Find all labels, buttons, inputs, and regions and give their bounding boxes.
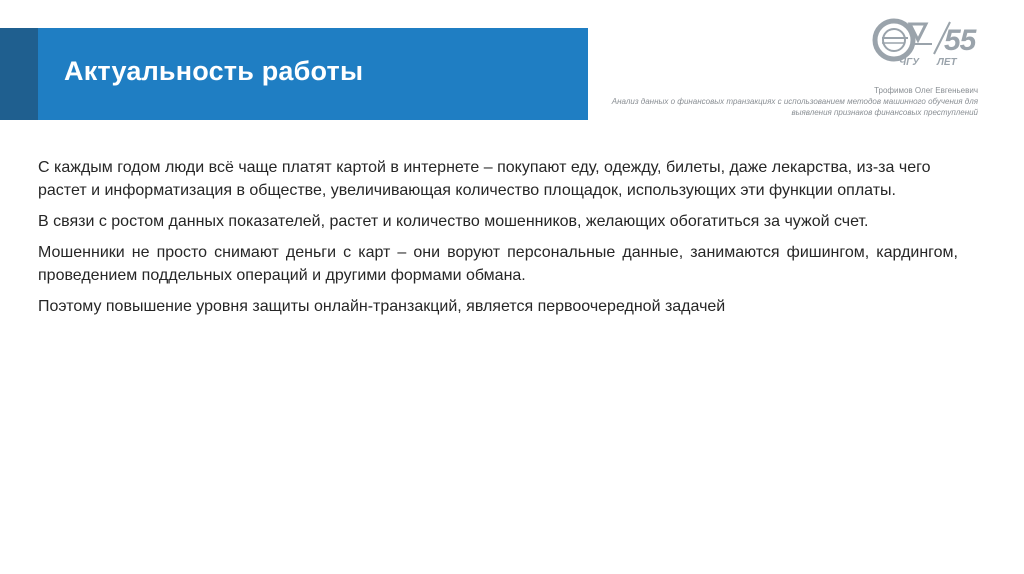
paragraph: Поэтому повышение уровня защиты онлайн-транзакций, является первоочередной задачей <box>38 298 726 315</box>
header-band-accent <box>0 28 38 120</box>
paragraph: С каждым годом люди всё чаще платят картой в интернете – покупают еду, одежду, билеты, даже лекарства, из-за чего растет и информатизация в обществе, увеличивающая количество площадок, использующих эти функции оплаты. <box>38 159 931 199</box>
logo-number: 55 <box>944 24 976 57</box>
author-name: Трофимов Олег Евгеньевич <box>874 86 978 95</box>
slide-title: Актуальность работы <box>64 56 364 86</box>
presentation-meta <box>578 85 978 118</box>
logo-years: ЛЕТ <box>937 57 957 68</box>
slide-body <box>38 156 958 326</box>
logo-university-abbr: ЧГУ <box>899 57 919 68</box>
paragraph: В связи с ростом данных показателей, растет и количество мошенников, желающих обогатиться за чужой счет. <box>38 213 869 230</box>
paragraph: Мошенники не просто снимают деньги с карт – они воруют персональные данные, занимаются фишингом, кардингом, проведением поддельных операций и другими формами обмана. <box>38 244 958 284</box>
thesis-topic: Анализ данных о финансовых транзакциях с использованием методов машинного обучения для выявления признаков финансовых преступлений <box>611 97 978 117</box>
